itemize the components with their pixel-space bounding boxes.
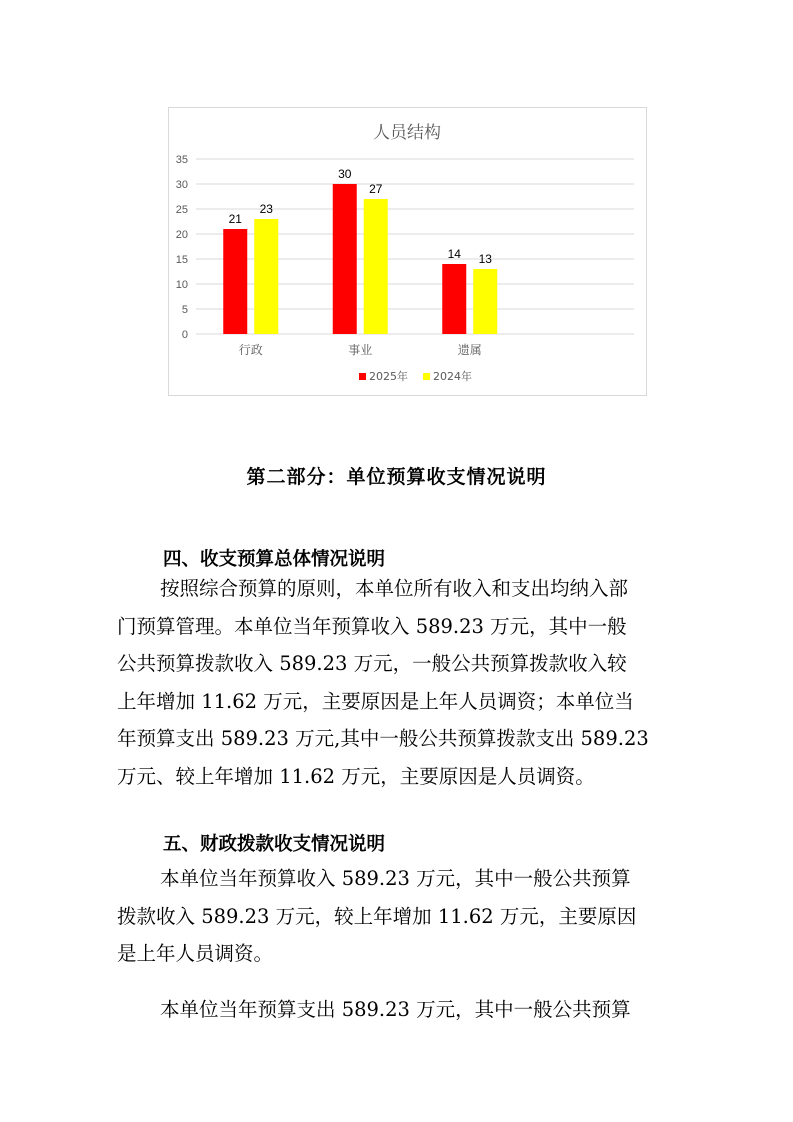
heading-five: 五、财政拨款收支情况说明	[163, 834, 386, 855]
legend-swatch	[423, 373, 430, 380]
text-line: 上年增加 11.62 万元，主要原因是上年人员调资；本单位当	[117, 689, 634, 713]
y-tick-label: 0	[181, 329, 188, 341]
bar	[333, 184, 357, 334]
y-tick-label: 35	[175, 154, 188, 166]
chart-title: 人员结构	[373, 123, 441, 143]
data-label: 13	[478, 252, 492, 266]
text-line: 拨款收入 589.23 万元，较上年增加 11.62 万元，主要原因	[117, 904, 637, 928]
data-label: 27	[369, 182, 383, 196]
paragraph-expenditure	[117, 991, 677, 1029]
y-tick-label: 25	[175, 204, 188, 216]
x-tick-label: 行政	[238, 343, 263, 357]
data-label: 21	[228, 212, 242, 226]
paragraph-budget-overview	[117, 570, 677, 795]
legend-label: 2024年	[433, 370, 472, 383]
section-title: 第二部分：单位预算收支情况说明	[246, 466, 547, 488]
bar	[364, 199, 388, 334]
x-tick-label: 事业	[348, 343, 373, 357]
personnel-structure-chart	[168, 107, 647, 396]
text-line: 是上年人员调资。	[117, 942, 274, 965]
data-label: 30	[338, 167, 352, 181]
paragraph-fiscal-allocation	[117, 860, 677, 973]
text-line: 年预算支出 589.23 万元,其中一般公共预算拨款支出 589.23	[117, 727, 649, 750]
bar	[223, 229, 247, 334]
bar	[254, 219, 278, 334]
text-line: 门预算管理。本单位当年预算收入 589.23 万元，其中一般	[117, 614, 627, 638]
y-tick-label: 10	[175, 279, 188, 291]
heading-four: 四、收支预算总体情况说明	[163, 549, 386, 570]
legend-swatch	[359, 373, 366, 380]
text-line: 万元、较上年增加 11.62 万元，主要原因是人员调资。	[117, 764, 595, 788]
text-line: 本单位当年预算支出 589.23 万元，其中一般公共预算	[160, 998, 631, 1021]
chart-canvas	[169, 108, 646, 395]
bar	[473, 269, 497, 334]
y-tick-label: 5	[181, 304, 188, 316]
text-line: 按照综合预算的原则，本单位所有收入和支出均纳入部	[160, 577, 629, 600]
data-label: 14	[447, 247, 461, 261]
y-tick-label: 20	[175, 229, 188, 241]
text-line: 本单位当年预算收入 589.23 万元，其中一般公共预算	[160, 867, 631, 890]
data-label: 23	[259, 202, 273, 216]
x-tick-label: 遗属	[457, 343, 482, 357]
legend-label: 2025年	[369, 370, 408, 383]
text-line: 公共预算拨款收入 589.23 万元，一般公共预算拨款收入较	[117, 652, 627, 675]
y-tick-label: 30	[175, 179, 188, 191]
bar	[442, 264, 466, 334]
y-tick-label: 15	[175, 254, 188, 266]
